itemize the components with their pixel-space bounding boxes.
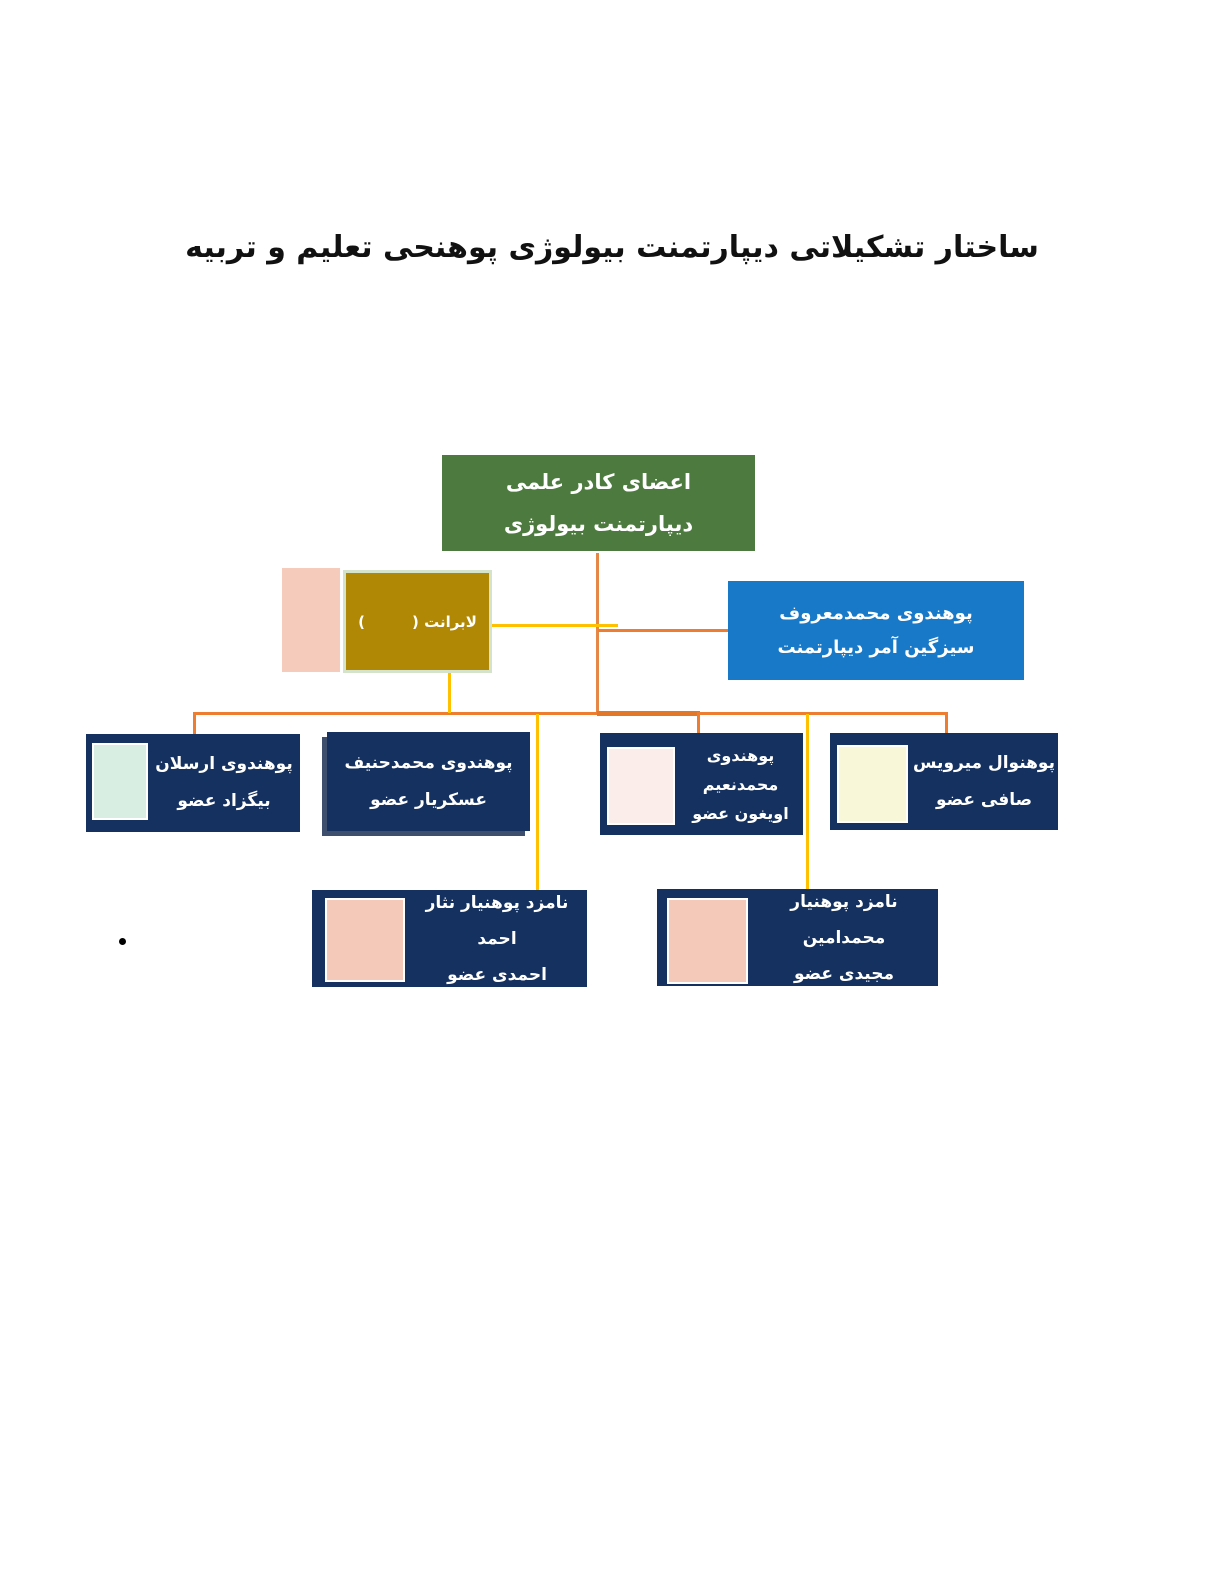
- lab-photo-placeholder: [282, 568, 340, 672]
- candidate-line-1: نامزد پوهنیار محمدامین: [790, 891, 898, 948]
- chart-title: ساختار تشکیلاتی دیپارتمنت بیولوژی پوهنحی تعلیم و تربیه: [185, 230, 1039, 265]
- lab-assistant-box: [343, 570, 492, 673]
- root-line-2: دیپارتمنت بیولوژی: [503, 512, 694, 536]
- connector-root-vertical: [596, 553, 599, 713]
- member-box-arsalan-bigzad: [86, 734, 300, 832]
- head-line-1: پوهندوی محمدمعروف: [779, 602, 973, 624]
- head-line-2: سیزگین آمر دیپارتمنت: [777, 636, 975, 658]
- connector-rail-right-drop: [945, 712, 948, 735]
- connector-rail-thick-segment: [597, 711, 700, 716]
- connector-member3-drop: [697, 712, 700, 734]
- connector-lab-drop: [448, 673, 451, 713]
- member-line-3: اویغون عضو: [692, 803, 789, 823]
- department-head-box: [728, 581, 1024, 680]
- member-box-mohammad-naim: [600, 733, 803, 835]
- candidate-box-nisar-ahmad: [312, 890, 587, 987]
- connector-candidate1-drop: [536, 714, 539, 890]
- member-line-1: پوهندوی: [706, 745, 775, 765]
- lab-label: لابرانت ( ): [358, 612, 477, 631]
- member-line-2: محمدنعیم: [702, 774, 779, 794]
- member-line-2: صافی عضو: [935, 789, 1033, 810]
- root-box-academic-cadre: [442, 455, 755, 551]
- connector-rail: [193, 712, 948, 715]
- candidate-line-1: نامزد پوهنیار نثار احمد: [425, 892, 569, 949]
- member-line-1: پوهندوی ارسلان: [155, 754, 293, 774]
- member-line-2: بیگزاد عضو: [177, 791, 271, 811]
- member-photo-placeholder: [837, 745, 908, 823]
- member-line-1: پوهنوال میرویس: [913, 752, 1055, 773]
- member-line-1: پوهندوی محمدحنیف: [344, 752, 513, 773]
- connector-head-horizontal: [598, 629, 729, 632]
- candidate-line-2: مجیدی عضو: [793, 963, 895, 984]
- candidate-photo-placeholder: [325, 898, 405, 982]
- member-photo-placeholder: [92, 743, 148, 820]
- candidate-box-mohammad-amin: [657, 889, 938, 986]
- candidate-photo-placeholder: [667, 898, 748, 984]
- connector-lab-horizontal: [492, 624, 618, 627]
- member-line-2: عسکریار عضو: [370, 789, 487, 810]
- member-box-mirwais-safi: [830, 733, 1058, 830]
- stray-period-mark: [119, 938, 126, 945]
- root-line-1: اعضای کادر علمی: [505, 470, 692, 494]
- connector-rail-left-drop: [193, 712, 196, 735]
- connector-candidate2-drop: [806, 714, 809, 889]
- member-photo-placeholder: [607, 747, 675, 825]
- member-box-mohammad-hanif: [327, 732, 530, 831]
- candidate-line-2: احمدی عضو: [447, 964, 547, 985]
